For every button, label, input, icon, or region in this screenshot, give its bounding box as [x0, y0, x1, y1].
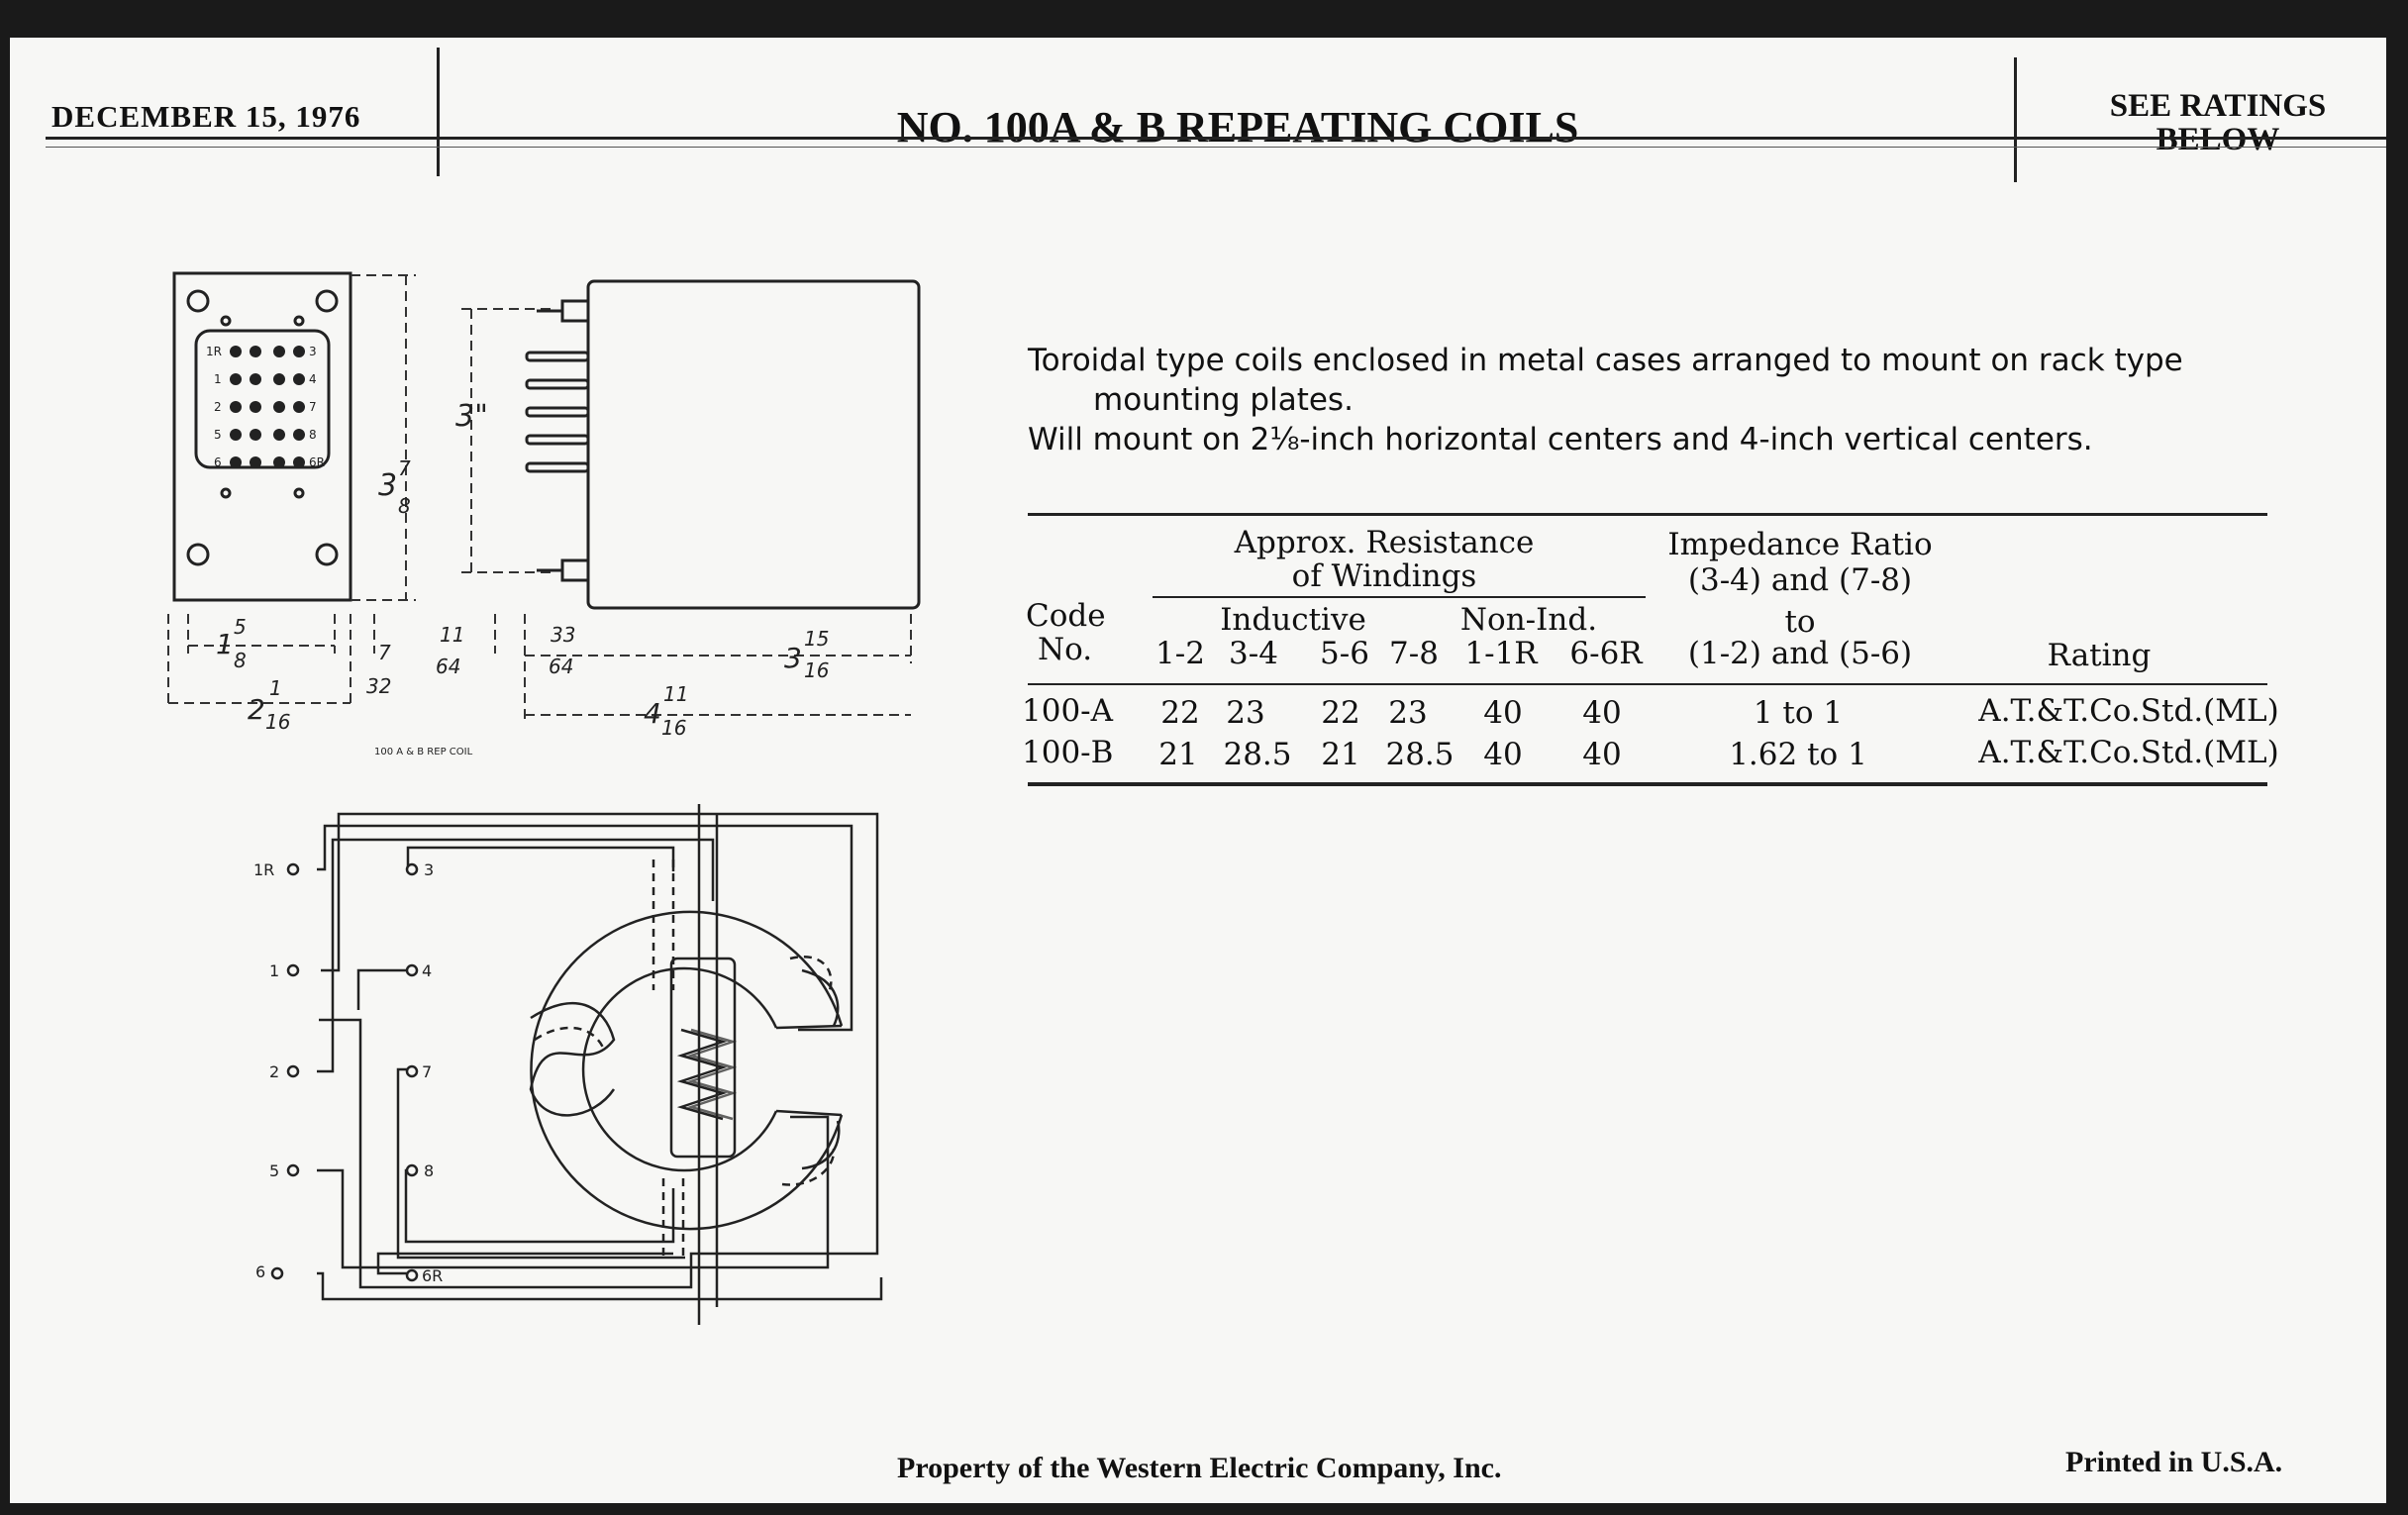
- description: [1028, 341, 2295, 459]
- dim-b-num: 11: [440, 623, 465, 647]
- terminal-label: 1: [214, 372, 222, 386]
- mounting-screw-icon: [317, 291, 337, 311]
- row-a-value: 40: [1483, 695, 1523, 731]
- description-line1: Toroidal type coils enclosed in metal cases arranged to mount on rack type: [1028, 343, 2183, 378]
- terminal-icon: [288, 965, 298, 975]
- header-divider-left: [437, 48, 440, 176]
- dim-overall-num: 1: [269, 676, 282, 700]
- dim-c-den: 64: [549, 655, 574, 678]
- terminal-pins: [527, 353, 588, 471]
- subgroup-nonind: Non-Ind.: [1459, 602, 1598, 638]
- schematic-label: 4: [422, 961, 433, 980]
- terminal-icon: [407, 1270, 417, 1280]
- col-header: 1-2: [1155, 636, 1205, 671]
- ratings-note-line2: BELOW: [2156, 122, 2280, 157]
- dim-side-height: 3": [455, 399, 488, 434]
- terminal-icon: [288, 1165, 298, 1175]
- description-line3: Will mount on 2⅛-inch horizontal centers and 4-inch vertical centers.: [1028, 422, 2093, 457]
- terminal-label: 2: [214, 400, 222, 414]
- front-view-case: [174, 273, 351, 600]
- row-b-value: 28.5: [1223, 737, 1292, 772]
- code-header-line1: Code: [1026, 598, 1106, 634]
- dim-depth-whole: 3: [784, 642, 802, 674]
- terminal-icon: [407, 864, 417, 874]
- terminal-label: 3: [309, 345, 317, 358]
- terminal-grid: [230, 346, 305, 468]
- schematic-label: 3: [424, 860, 435, 879]
- terminal-label: 1R: [206, 345, 222, 358]
- dim-height-whole: 3: [378, 468, 398, 503]
- footer-property: Property of the Western Electric Company, Inc.: [897, 1452, 1502, 1484]
- dim-a-num: 7: [378, 641, 391, 664]
- terminal-label: 7: [309, 400, 317, 414]
- dim-height-den: 8: [398, 494, 411, 518]
- mechanical-drawing: [158, 257, 941, 772]
- mounting-screw-icon: [188, 545, 208, 564]
- dim-depth-num: 15: [804, 627, 830, 651]
- resistance-subrule: [1153, 596, 1646, 598]
- row-b-value: 21: [1158, 737, 1198, 772]
- header-divider-right: [2014, 57, 2017, 182]
- dim-overall-den: 16: [265, 710, 291, 734]
- row-b-rating: A.T.&T.Co.Std.(ML): [1978, 735, 2279, 770]
- terminal-icon: [407, 965, 417, 975]
- header-impedance-line4: (1-2) and (5-6): [1687, 636, 1913, 671]
- schematic-label: 8: [424, 1162, 435, 1180]
- col-header: 3-4: [1229, 636, 1278, 671]
- row-a-value: 40: [1582, 695, 1622, 731]
- dim-width-whole: 1: [216, 628, 234, 660]
- terminal-icon: [288, 1066, 298, 1076]
- description-line2: mounting plates.: [1093, 382, 1354, 418]
- dim-height-num: 7: [398, 456, 411, 480]
- mounting-screw-icon: [317, 545, 337, 564]
- schematic-label: 2: [269, 1062, 280, 1081]
- page-title: NO. 100A & B REPEATING COILS: [896, 103, 1579, 152]
- schematic-label: 7: [422, 1062, 433, 1081]
- col-header: 6-6R: [1569, 636, 1643, 671]
- col-header: 1-1R: [1464, 636, 1538, 671]
- terminal-icon: [407, 1066, 417, 1076]
- header-resistance-line2: of Windings: [1291, 558, 1477, 594]
- footer-printed: Printed in U.S.A.: [2065, 1446, 2283, 1478]
- col-header: 5-6: [1320, 636, 1369, 671]
- terminal-label: 4: [309, 372, 317, 386]
- schematic-label: 6R: [422, 1266, 444, 1285]
- header-rule: [46, 137, 2386, 140]
- dim-width-den: 8: [234, 649, 247, 672]
- dim-depth-den: 16: [804, 658, 830, 682]
- col-header: 7-8: [1389, 636, 1439, 671]
- row-b-value: 21: [1321, 737, 1360, 772]
- table-rule-top: [1028, 513, 2267, 516]
- header-impedance-line3: to: [1784, 604, 1816, 640]
- dim-total-den: 16: [661, 716, 687, 740]
- row-a-value: 22: [1160, 695, 1200, 731]
- row-b-ratio: 1.62 to 1: [1729, 737, 1867, 772]
- dim-c-num: 33: [551, 623, 576, 647]
- rating-header: Rating: [2047, 638, 2152, 673]
- row-a-ratio: 1 to 1: [1753, 695, 1844, 731]
- schematic-label: 1: [269, 961, 280, 980]
- header-rule-thin: [46, 147, 2386, 148]
- dim-total-whole: 4: [644, 697, 661, 730]
- table-rule-mid: [1028, 683, 2267, 685]
- drawing-caption: 100 A & B REP COIL: [374, 747, 473, 758]
- schematic-label: 1R: [253, 860, 275, 879]
- header-impedance-line2: (3-4) and (7-8): [1687, 562, 1913, 598]
- row-a-rating: A.T.&T.Co.Std.(ML): [1978, 693, 2279, 729]
- schematic-label: 6: [255, 1262, 266, 1281]
- dim-b-den: 64: [436, 655, 461, 678]
- dim-a-den: 32: [366, 674, 392, 698]
- toroid-core-icon: [531, 912, 842, 1229]
- terminal-label: 8: [309, 428, 317, 442]
- dim-total-num: 11: [663, 682, 689, 706]
- header-resistance-line1: Approx. Resistance: [1234, 525, 1535, 560]
- row-b-value: 40: [1483, 737, 1523, 772]
- side-view-case: [588, 281, 919, 608]
- terminal-icon: [288, 864, 298, 874]
- terminal-label: 6R: [309, 455, 325, 469]
- row-b-value: 28.5: [1385, 737, 1455, 772]
- header-impedance-line1: Impedance Ratio: [1667, 527, 1933, 562]
- header-date: DECEMBER 15, 1976: [51, 99, 361, 134]
- ratings-note-line1: SEE RATINGS: [2109, 88, 2327, 124]
- terminal-icon: [272, 1268, 282, 1278]
- row-a-value: 22: [1321, 695, 1360, 731]
- subgroup-inductive: Inductive: [1220, 602, 1366, 638]
- row-a-value: 23: [1388, 695, 1428, 731]
- row-b-code: 100-B: [1022, 735, 1114, 770]
- terminal-icon: [407, 1165, 417, 1175]
- terminal-label: 5: [214, 428, 222, 442]
- dim-overall-whole: 2: [248, 693, 265, 726]
- table-rule-bottom: [1028, 782, 2267, 786]
- code-header-line2: No.: [1038, 632, 1093, 667]
- mounting-screw-icon: [188, 291, 208, 311]
- row-b-value: 40: [1582, 737, 1622, 772]
- wiring-schematic: [248, 792, 901, 1337]
- row-a-code: 100-A: [1022, 693, 1114, 729]
- row-a-value: 23: [1226, 695, 1265, 731]
- terminal-label: 6: [214, 455, 222, 469]
- schematic-label: 5: [269, 1162, 280, 1180]
- dim-width-num: 5: [234, 615, 247, 639]
